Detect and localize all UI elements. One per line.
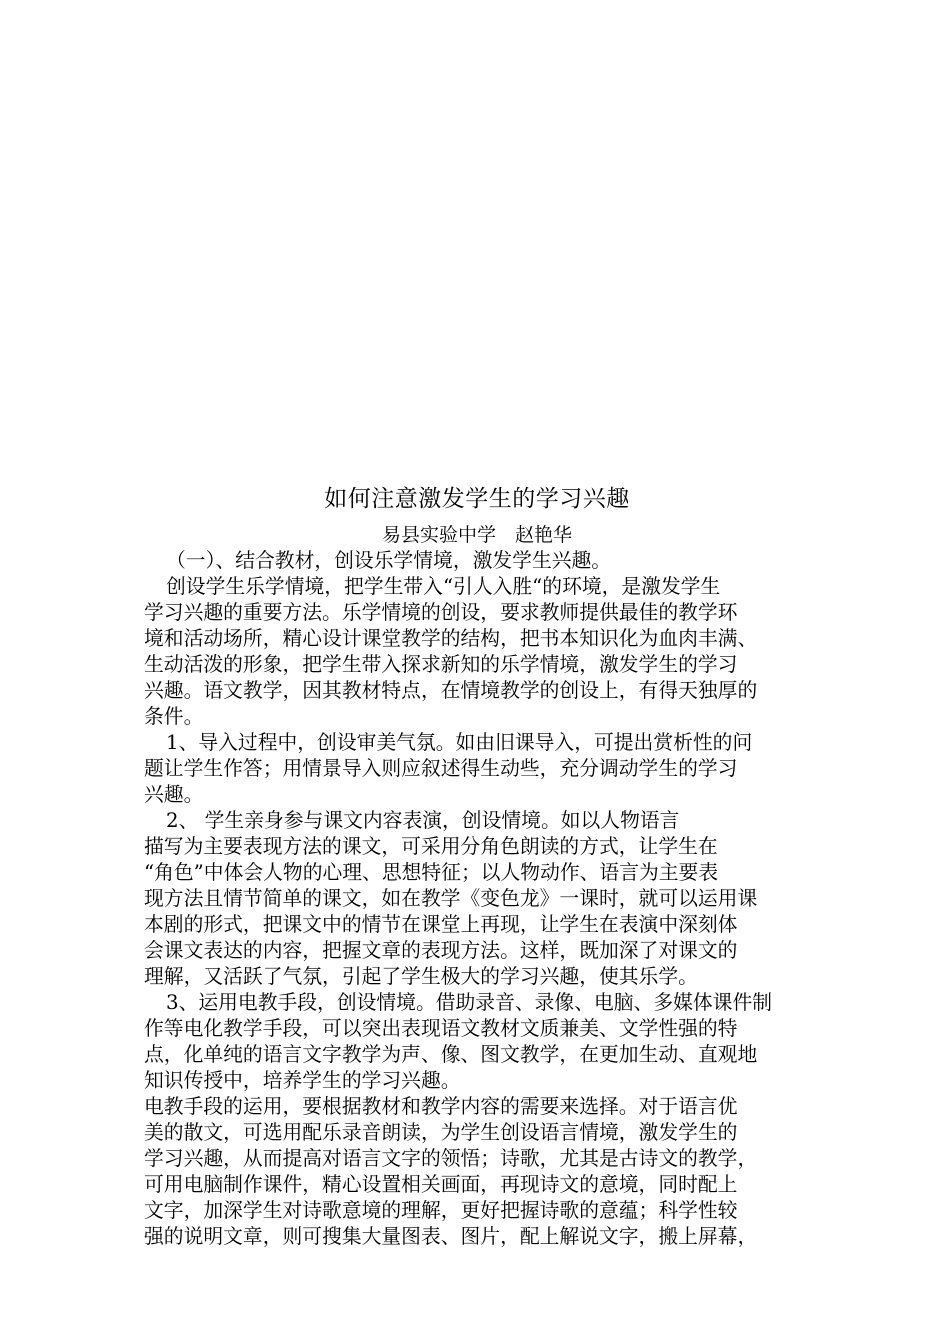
paragraph-line: 电教手段的运用，要根据教材和教学内容的需要来选择。对于语言优 bbox=[144, 1095, 738, 1118]
paragraph-line: “角色”中体会人物的心理、思想特征；以人物动作、语言为主要表 bbox=[144, 861, 719, 884]
paragraph-line: 3、运用电教手段，创设情境。借助录音、录像、电脑、多媒体课件制 bbox=[166, 991, 773, 1014]
section-heading: （一）、结合教材，创设乐学情境，激发学生兴趣。 bbox=[166, 549, 612, 572]
paragraph-line: 1、导入过程中，创设审美气氛。如由旧课导入，可提出赏析性的问 bbox=[166, 731, 753, 754]
paragraph-line: 2、 学生亲身参与课文内容表演，创设情境。如以人物语言 bbox=[166, 809, 680, 832]
paragraph-line: 可用电脑制作课件，精心设置相关画面，再现诗文的意境，同时配上 bbox=[144, 1173, 738, 1196]
paragraph-line: 生动活泼的形象，把学生带入探求新知的乐学情境，激发学生的学习 bbox=[144, 653, 738, 676]
paragraph-line: 现方法且情节简单的课文，如在教学《变色龙》一课时，就可以运用课 bbox=[144, 887, 758, 910]
paragraph-line: 学习兴趣的重要方法。乐学情境的创设，要求教师提供最佳的教学环 bbox=[144, 601, 738, 624]
paragraph-line: 境和活动场所，精心设计课堂教学的结构，把书本知识化为血肉丰满、 bbox=[144, 627, 758, 650]
paragraph-line: 理解，又活跃了气氛，引起了学生极大的学习兴趣，使其乐学。 bbox=[144, 965, 698, 988]
paragraph-line: 兴趣。语文教学，因其教材特点，在情境教学的创设上，有得天独厚的 bbox=[144, 679, 758, 702]
paragraph-line: 题让学生作答；用情景导入则应叙述得生动些，充分调动学生的学习 bbox=[144, 757, 738, 780]
paragraph-line: 点，化单纯的语言文字教学为声、像、图文教学，在更加生动、直观地 bbox=[144, 1043, 758, 1066]
paragraph-line: 知识传授中，培养学生的学习兴趣。 bbox=[144, 1069, 461, 1092]
paragraph-line: 美的散文，可选用配乐录音朗读，为学生创设语言情境，激发学生的 bbox=[144, 1121, 738, 1144]
paragraph-line: 作等电化教学手段，可以突出表现语文教材文质兼美、文学性强的特 bbox=[144, 1017, 738, 1040]
paragraph-line: 强的说明文章，则可搜集大量图表、图片，配上解说文字，搬上屏幕， bbox=[144, 1225, 758, 1248]
document-body bbox=[144, 482, 810, 1250]
paragraph-line: 文字，加深学生对诗歌意境的理解，更好把握诗歌的意蕴；科学性较 bbox=[144, 1199, 738, 1222]
paragraph-line: 创设学生乐学情境，把学生带入“引人入胜“的环境，是激发学生 bbox=[166, 575, 721, 598]
author-line: 易县实验中学 赵艳华 bbox=[381, 524, 572, 546]
paragraph-line: 描写为主要表现方法的课文，可采用分角色朗读的方式，让学生在 bbox=[144, 835, 718, 858]
paragraph-line: 会课文表达的内容，把握文章的表现方法。这样，既加深了对课文的 bbox=[144, 939, 738, 962]
paragraph-line: 兴趣。 bbox=[144, 783, 204, 806]
paragraph-line: 条件。 bbox=[144, 705, 204, 728]
paragraph-line: 本剧的形式，把课文中的情节在课堂上再现，让学生在表演中深刻体 bbox=[144, 913, 738, 936]
document-title: 如何注意激发学生的学习兴趣 bbox=[324, 486, 630, 512]
paragraph-line: 学习兴趣，从而提高对语言文字的领悟；诗歌，尤其是古诗文的教学， bbox=[144, 1147, 758, 1170]
